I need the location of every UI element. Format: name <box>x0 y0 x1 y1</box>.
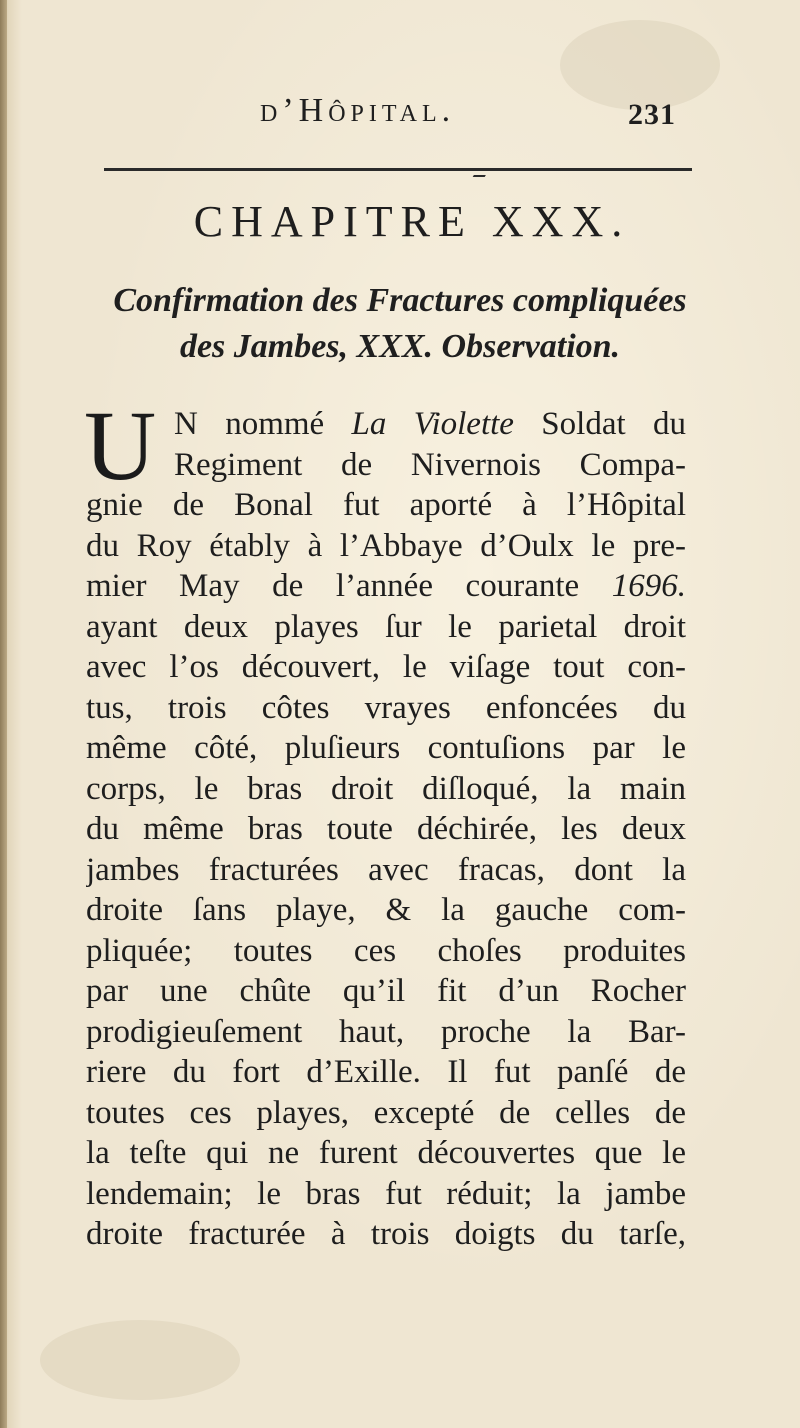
page-number: 231 <box>628 98 676 131</box>
italic-segment: 1696. <box>611 568 686 604</box>
text-line <box>86 809 686 850</box>
chapter-heading: CHAPITRE XXX. <box>193 197 631 246</box>
running-head <box>0 78 800 138</box>
text-line <box>86 971 686 1012</box>
text-segment: du même bras toute déchirée, les deux <box>86 811 686 847</box>
text-line <box>86 1174 686 1215</box>
text-segment: droite fracturée à trois doigts du tarſe, <box>86 1216 686 1252</box>
text-segment: riere du fort d’Exille. Il fut panſé de <box>86 1054 686 1090</box>
body-paragraph <box>84 390 686 1255</box>
text-line <box>86 566 686 607</box>
text-line <box>86 850 686 891</box>
text-line <box>86 1052 686 1093</box>
subtitle-line-2: des Jambes, XXX. Observation. <box>179 328 621 365</box>
text-line <box>86 1133 686 1174</box>
text-segment: mier May de l’année courante <box>86 568 612 604</box>
paper-stain <box>40 1320 240 1400</box>
text-segment: par une chûte qu’il fit d’un Rocher <box>86 973 686 1009</box>
text-segment: N nommé <box>174 406 352 442</box>
text-segment: ayant deux playes ſur le parietal droit <box>86 608 686 645</box>
text-segment: toutes ces playes, excepté de celles de <box>86 1094 686 1131</box>
text-line <box>86 647 686 688</box>
text-segment: pliquée; toutes ces choſes produites <box>86 932 686 969</box>
drop-cap: U <box>84 390 157 501</box>
italic-segment: La Violette <box>351 406 514 442</box>
text-segment: droite ſans playe, & la gauche com- <box>86 892 686 928</box>
text-segment: prodigieuſement haut, proche la Bar- <box>86 1013 686 1050</box>
text-line <box>86 1214 686 1255</box>
running-title: d’Hôpital. <box>260 92 456 129</box>
text-line <box>86 526 686 567</box>
text-line <box>86 1012 686 1053</box>
rule-ornament <box>473 169 490 177</box>
text-segment: jambes fracturées avec fracas, dont la <box>86 851 686 888</box>
subtitle-line-1: Confirmation des Fractures compliquées <box>113 282 687 319</box>
text-line <box>86 1093 686 1134</box>
text-segment: même côté, pluſieurs contuſions par le <box>86 730 686 766</box>
text-line <box>86 728 686 769</box>
text-segment: Regiment de Nivernois Compa- <box>174 446 686 483</box>
text-line <box>86 445 686 486</box>
text-line <box>86 890 686 931</box>
text-line <box>86 485 686 526</box>
text-line <box>86 769 686 810</box>
text-segment: avec l’os découvert, le viſage tout con- <box>86 649 686 685</box>
text-line <box>86 931 686 972</box>
header-rule <box>104 168 692 171</box>
text-segment: gnie de Bonal fut aporté à l’Hôpital <box>86 487 686 523</box>
text-segment: la teſte qui ne furent découvertes que le <box>86 1135 686 1171</box>
text-line <box>86 607 686 648</box>
text-segment: du Roy étably à l’Abbaye d’Oulx le pre- <box>86 527 686 564</box>
chapter-subtitle <box>80 278 720 370</box>
text-segment: Soldat du <box>513 406 686 442</box>
text-segment: corps, le bras droit diſloqué, la main <box>86 770 686 807</box>
text-line <box>86 688 686 729</box>
text-segment: tus, trois côtes vrayes enfoncées du <box>86 689 686 726</box>
text-line <box>86 404 686 445</box>
text-segment: lendemain; le bras fut réduit; la jambe <box>86 1175 686 1212</box>
